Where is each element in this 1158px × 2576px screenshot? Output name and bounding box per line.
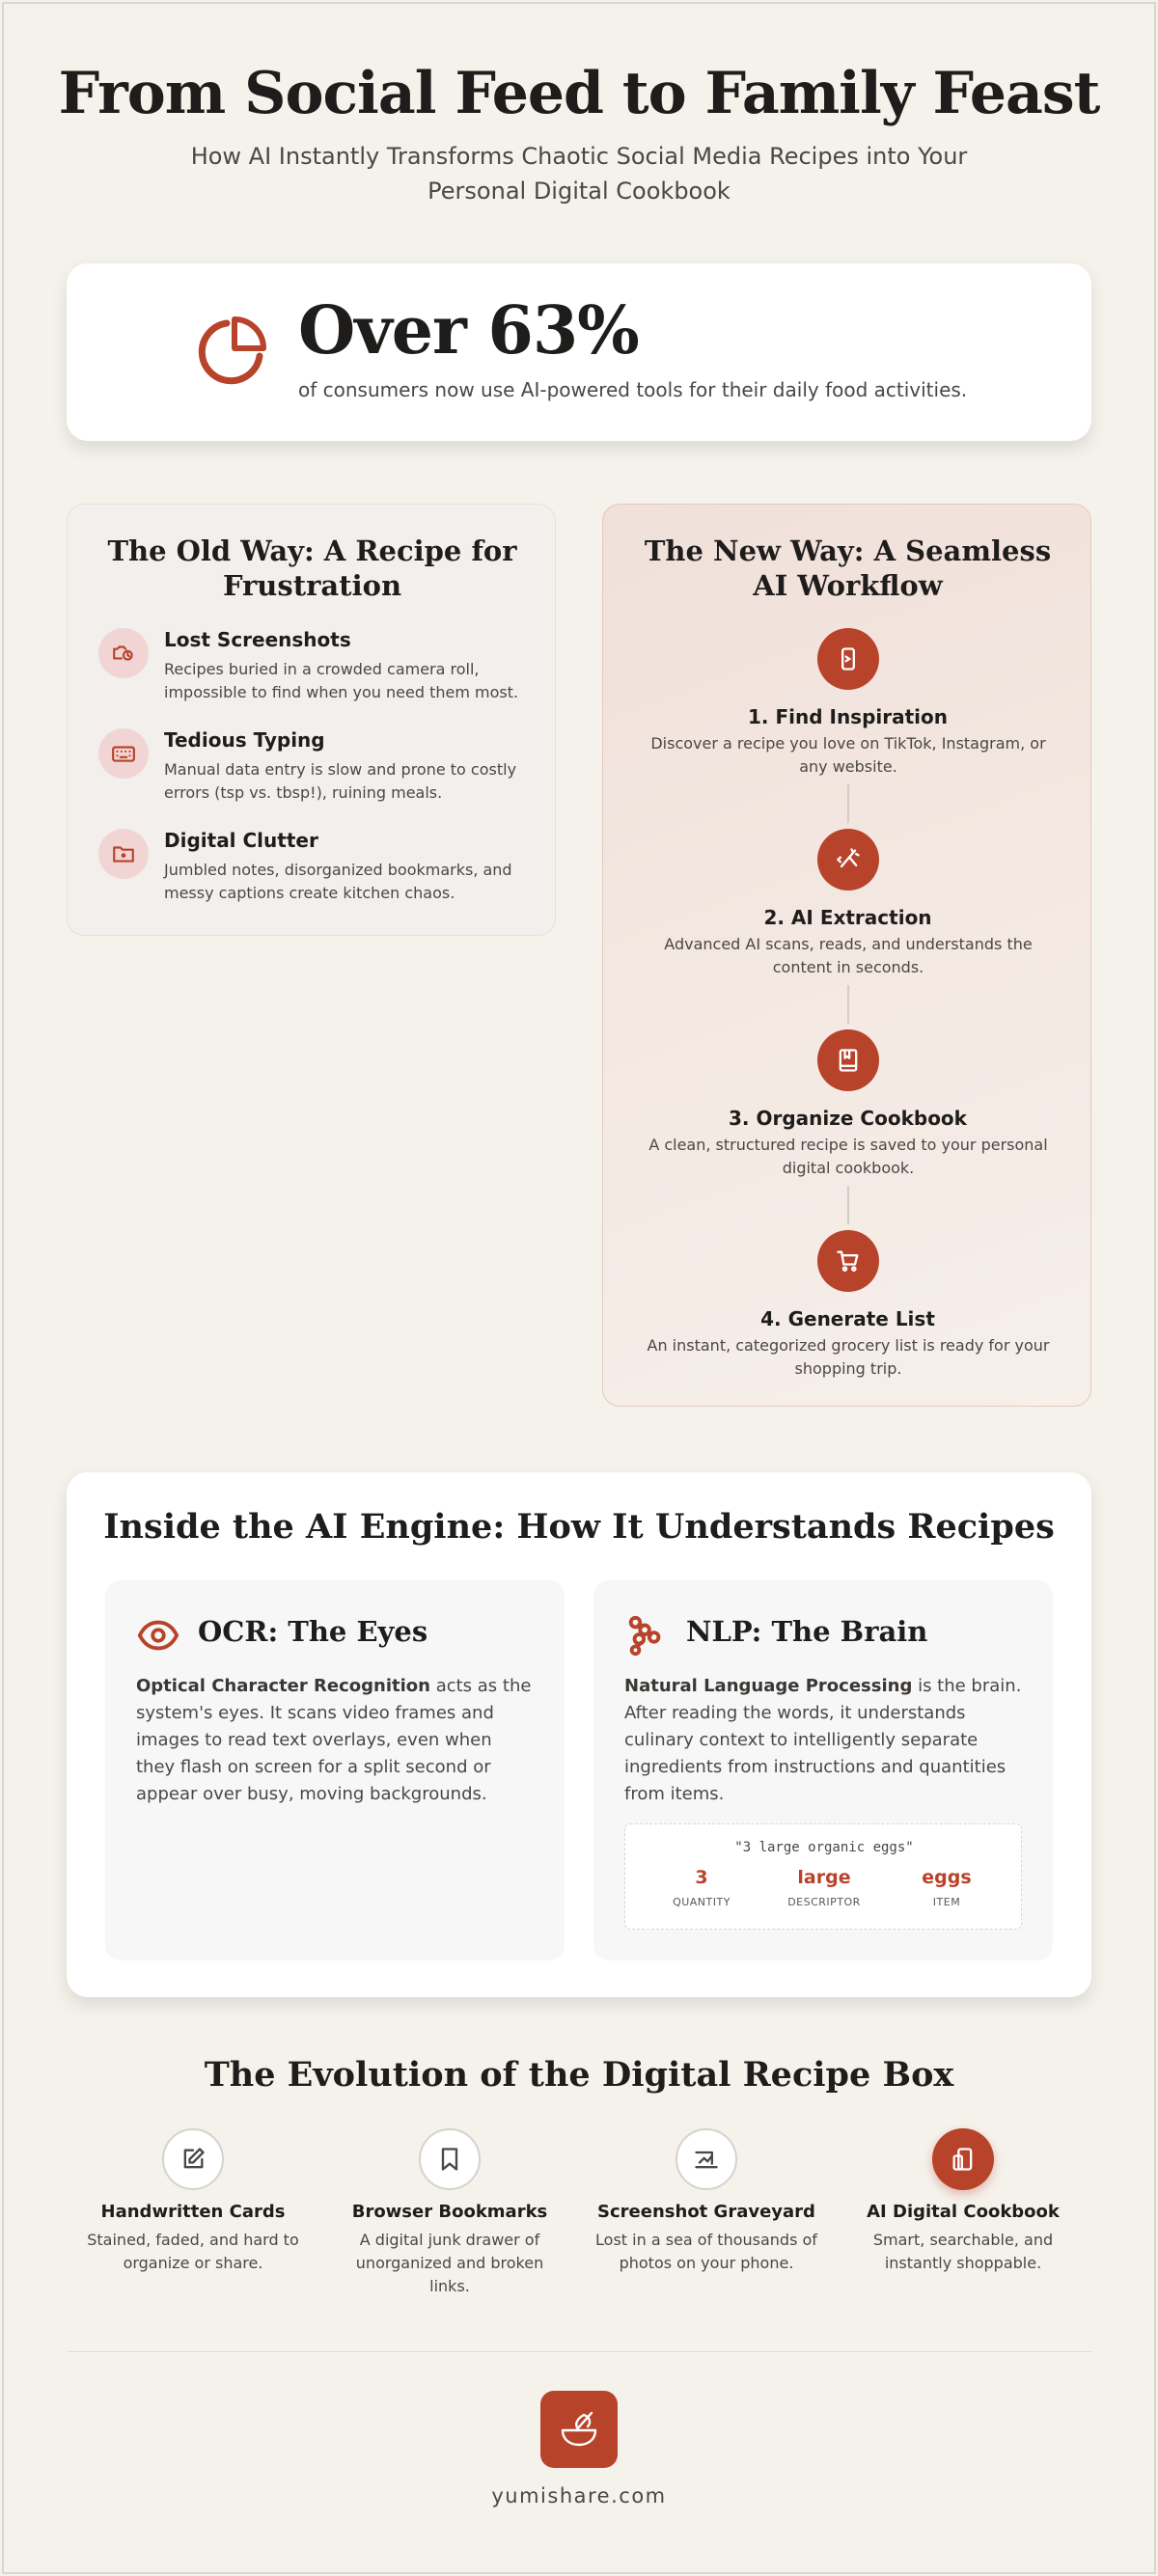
ocr-title: OCR: The Eyes: [198, 1615, 428, 1648]
step-desc: Advanced AI scans, reads, and understands the content in seconds.: [664, 935, 1033, 976]
ai-engine-title: Inside the AI Engine: How It Understands Recipes: [103, 1507, 1055, 1547]
ocr-term: Optical Character Recognition: [136, 1676, 430, 1696]
parse-example: [624, 1823, 1022, 1930]
evolution-item-title: Browser Bookmarks: [351, 2202, 548, 2222]
lost-screenshot-icon: [98, 628, 149, 678]
example-label: DESCRIPTOR: [787, 1896, 861, 1908]
old-way-title: The Old Way: A Recipe for Frustration: [107, 534, 517, 602]
whisk-bowl-icon: [540, 2391, 618, 2468]
ocr-body: [136, 1673, 536, 1808]
phone-icon: [817, 628, 879, 690]
step-connector: [847, 985, 849, 1024]
step-title: 4. Generate List: [760, 1307, 935, 1330]
nlp-card: [593, 1580, 1053, 1960]
stat-value: Over 63%: [298, 292, 639, 370]
ocr-text: acts as the system's eyes. It scans video frames and images to read text overlays, even when they flash on screen for a split second or appear over busy, moving backgrounds.: [136, 1676, 532, 1804]
nlp-text: is the brain. After reading the words, it understands culinary context to intelligently separate ingredients from instructions and quantities from items.: [624, 1676, 1022, 1804]
new-way-panel: [602, 504, 1091, 1407]
step-desc: An instant, categorized grocery list is ready for your shopping trip.: [647, 1336, 1050, 1378]
example-part: [761, 1867, 887, 1908]
example-value: large: [797, 1867, 851, 1888]
old-item-title: Lost Screenshots: [164, 628, 351, 651]
step-connector: [847, 784, 849, 823]
cart-icon: [817, 1230, 879, 1292]
ai-engine-card: [67, 1472, 1091, 1997]
old-item-desc: Jumbled notes, disorganized bookmarks, and messy captions create kitchen chaos.: [164, 861, 512, 902]
old-item-desc: Manual data entry is slow and prone to costly errors (tsp vs. tbsp!), ruining meals.: [164, 760, 517, 802]
nlp-title: NLP: The Brain: [686, 1615, 928, 1648]
footer-divider: [67, 2351, 1091, 2352]
brain-icon: [624, 1613, 669, 1658]
evolution-item-title: Screenshot Graveyard: [597, 2202, 815, 2222]
step-desc: A clean, structured recipe is saved to your personal digital cookbook.: [648, 1136, 1048, 1177]
stat-card: [67, 263, 1091, 441]
eye-icon: [136, 1613, 180, 1658]
example-label: QUANTITY: [673, 1896, 731, 1908]
old-way-panel: [67, 504, 556, 936]
page-title: From Social Feed to Family Feast: [58, 60, 1100, 127]
evolution-item-desc: Stained, faded, and hard to organize or share.: [87, 2231, 299, 2272]
example-value: eggs: [922, 1867, 972, 1888]
evolution-item-desc: Smart, searchable, and instantly shoppable.: [872, 2231, 1054, 2272]
ocr-card: [105, 1580, 565, 1960]
evolution-item-title: AI Digital Cookbook: [867, 2202, 1060, 2222]
example-part: [639, 1867, 764, 1908]
example-value: 3: [695, 1867, 708, 1888]
pencil-icon: [162, 2128, 224, 2190]
example-label: ITEM: [932, 1896, 961, 1908]
bookmark-icon: [419, 2128, 481, 2190]
step-title: 1. Find Inspiration: [747, 705, 949, 728]
example-part: [884, 1867, 1009, 1908]
page-subtitle: How AI Instantly Transforms Chaotic Social Media Recipes into Your Personal Digital Cookbook: [190, 143, 968, 205]
folder-icon: [98, 829, 149, 879]
old-item-title: Digital Clutter: [164, 829, 318, 852]
step-connector: [847, 1186, 849, 1224]
example-quote: "3 large organic eggs": [734, 1840, 914, 1855]
keyboard-icon: [98, 728, 149, 779]
evolution-title: The Evolution of the Digital Recipe Box: [204, 2055, 954, 2095]
old-item-title: Tedious Typing: [164, 728, 325, 752]
new-way-title: The New Way: A Seamless AI Workflow: [644, 534, 1052, 602]
image-icon: [676, 2128, 737, 2190]
magic-wand-icon: [817, 829, 879, 891]
evolution-item-desc: A digital junk drawer of unorganized and broken links.: [355, 2231, 544, 2295]
book-icon: [817, 1029, 879, 1091]
step-title: 2. AI Extraction: [763, 906, 932, 929]
nlp-body: [624, 1673, 1024, 1808]
evolution-item-title: Handwritten Cards: [100, 2202, 286, 2222]
footer-domain-link[interactable]: yumishare.com: [491, 2484, 667, 2507]
evolution-item-desc: Lost in a sea of thousands of photos on your phone.: [595, 2231, 817, 2272]
step-title: 3. Organize Cookbook: [729, 1107, 967, 1130]
step-desc: Discover a recipe you love on TikTok, Instagram, or any website.: [650, 734, 1046, 776]
devices-icon: [932, 2128, 994, 2190]
stat-caption: of consumers now use AI-powered tools for their daily food activities.: [298, 378, 968, 401]
pie-chart-icon: [192, 314, 269, 391]
nlp-term: Natural Language Processing: [624, 1676, 913, 1696]
old-item-desc: Recipes buried in a crowded camera roll, impossible to find when you need them most.: [164, 660, 519, 701]
